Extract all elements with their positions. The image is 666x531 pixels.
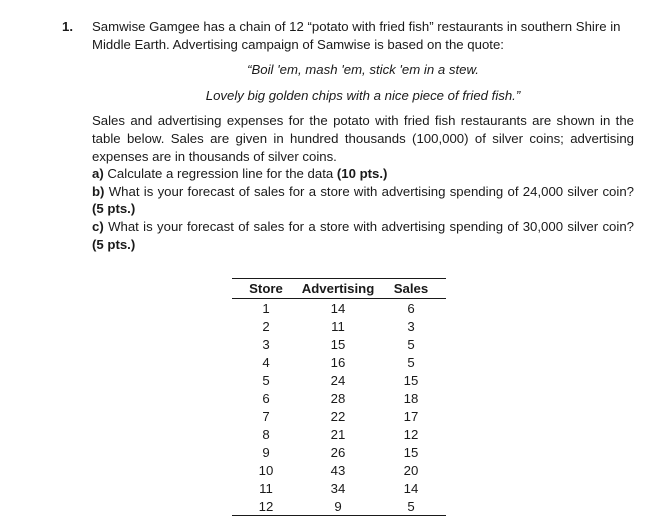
- store-cell: 11: [259, 480, 273, 496]
- part-b-label: b): [92, 183, 105, 199]
- advertising-cell: 22: [330, 408, 346, 424]
- advertising-cell: 15: [330, 336, 346, 352]
- table-row: [232, 443, 446, 461]
- store-cell: 8: [262, 426, 270, 442]
- table-row: [232, 317, 446, 335]
- sales-cell: 5: [376, 497, 446, 516]
- sales-cell: 14: [403, 480, 419, 496]
- store-cell: 1: [262, 300, 270, 316]
- advertising-cell: 14: [330, 300, 346, 316]
- sales-cell: 6: [407, 300, 415, 316]
- table-row: [232, 407, 446, 425]
- store-cell: 5: [262, 372, 270, 388]
- sales-cell: 5: [407, 336, 415, 352]
- store-cell: 12: [232, 497, 300, 516]
- advertising-cell: 16: [330, 354, 346, 370]
- part-a-points: (10 pts.): [336, 166, 388, 182]
- table-row: [232, 353, 446, 371]
- table-row: [232, 389, 446, 407]
- part-b: [92, 183, 634, 218]
- table-header-row: [232, 279, 446, 299]
- table-row: [232, 479, 446, 497]
- problem-block: [62, 18, 634, 253]
- table-row: [232, 335, 446, 353]
- problem-intro: Samwise Gamgee has a chain of 12 “potato with fried fish” restaurants in southern Shire in Middle Earth. Advertising campaign of Samwise is based on the quote:: [92, 19, 621, 52]
- sales-cell: 5: [407, 354, 415, 370]
- table-row: [232, 299, 446, 318]
- table-row: [232, 425, 446, 443]
- sales-cell: 12: [403, 426, 419, 442]
- advertising-cell: 43: [330, 462, 346, 478]
- sales-cell: 18: [403, 390, 419, 406]
- advertising-cell: 28: [330, 390, 346, 406]
- table-row: [232, 461, 446, 479]
- store-cell: 2: [262, 318, 270, 334]
- store-cell: 10: [258, 462, 274, 478]
- part-c: [92, 218, 634, 253]
- problem-number: 1.: [62, 19, 73, 34]
- problem-body: [92, 18, 634, 253]
- header-store: Store: [232, 279, 300, 299]
- table-row: [232, 371, 446, 389]
- part-c-text: What is your forecast of sales for a store with advertising spending of 30,000 silver coin?: [108, 218, 634, 234]
- header-sales: Sales: [376, 279, 446, 299]
- advertising-cell: 21: [330, 426, 346, 442]
- part-a-text: Calculate a regression line for the data: [107, 166, 334, 182]
- advertising-cell: 24: [330, 372, 346, 388]
- store-cell: 9: [262, 444, 270, 460]
- part-b-text: What is your forecast of sales for a store with advertising spending of 24,000 silver coin?: [108, 183, 634, 199]
- part-b-points: (5 pts.): [92, 201, 136, 217]
- sales-cell: 20: [403, 462, 419, 478]
- part-a: [92, 165, 634, 183]
- part-a-label: a): [92, 166, 104, 182]
- part-c-label: c): [92, 218, 104, 234]
- quote-line-1: “Boil 'em, mash 'em, stick 'em in a stew.: [247, 62, 479, 78]
- header-advertising: Advertising: [300, 279, 376, 299]
- store-cell: 7: [262, 408, 270, 424]
- sales-cell: 15: [403, 444, 419, 460]
- part-c-points: (5 pts.): [92, 236, 136, 252]
- store-cell: 3: [262, 336, 270, 352]
- advertising-cell: 26: [330, 444, 346, 460]
- quote-line-2: Lovely big golden chips with a nice piece of fried fish.”: [205, 87, 521, 103]
- store-cell: 6: [262, 390, 270, 406]
- store-cell: 4: [262, 354, 270, 370]
- advertising-cell: 9: [300, 497, 376, 516]
- sales-description: Sales and advertising expenses for the potato with fried fish restaurants are shown in the table below. Sales are given in hundred thousands (100,000) of silver coins; advertising expenses are in thousands of silver coins.: [92, 113, 634, 164]
- sales-cell: 15: [403, 372, 419, 388]
- table-row: [232, 497, 446, 516]
- advertising-cell: 11: [331, 318, 345, 334]
- sales-cell: 17: [403, 408, 419, 424]
- data-table: [232, 278, 446, 516]
- sales-cell: 3: [407, 318, 415, 334]
- advertising-cell: 34: [330, 480, 346, 496]
